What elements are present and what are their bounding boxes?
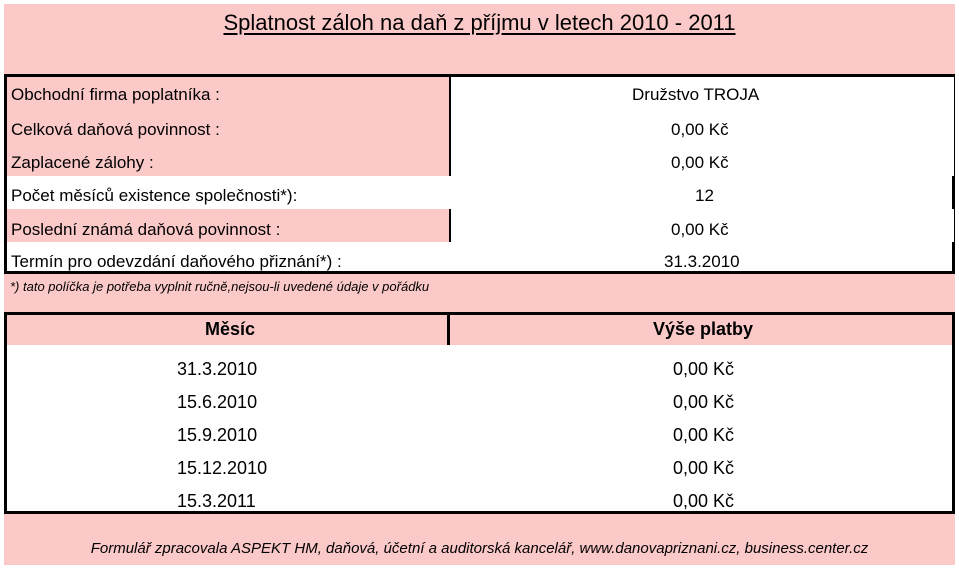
months-label: Počet měsíců existence společnosti*): bbox=[11, 186, 298, 205]
month-header: Měsíc bbox=[205, 319, 256, 339]
payment-amount: 0,00 Kč bbox=[673, 359, 735, 379]
footer-credit: Formulář zpracovala ASPEKT HM, daňová, účetní a auditorská kancelář, www.danovapriznani.cz, business.center.cz bbox=[90, 540, 869, 557]
last-liability-label: Poslední známá daňová povinnost : bbox=[11, 220, 281, 239]
paid-advances-value[interactable]: 0,00 Kč bbox=[671, 153, 729, 172]
payment-date: 15.3.2011 bbox=[177, 491, 256, 511]
firm-label: Obchodní firma poplatníka : bbox=[11, 85, 220, 104]
info-block bbox=[4, 74, 955, 274]
months-value[interactable]: 12 bbox=[695, 186, 714, 205]
last-liability-value[interactable]: 0,00 Kč bbox=[671, 220, 729, 239]
payment-row bbox=[7, 421, 952, 454]
payment-row bbox=[7, 454, 952, 487]
deadline-label: Termín pro odevzdání daňového přiznání*) : bbox=[11, 252, 342, 271]
payment-row bbox=[7, 388, 952, 421]
payment-amount: 0,00 Kč bbox=[673, 458, 735, 478]
payment-amount: 0,00 Kč bbox=[673, 425, 735, 445]
total-liability-value[interactable]: 0,00 Kč bbox=[671, 120, 729, 139]
payment-date: 15.6.2010 bbox=[177, 392, 258, 412]
page-title: Splatnost záloh na daň z příjmu v letech 2010 - 2011 bbox=[223, 10, 736, 35]
payment-schedule bbox=[4, 312, 955, 514]
payment-date: 15.12.2010 bbox=[177, 458, 268, 478]
column-divider bbox=[447, 315, 450, 345]
total-liability-label: Celková daňová povinnost : bbox=[11, 120, 220, 139]
deadline-value[interactable]: 31.3.2010 bbox=[664, 252, 740, 271]
manual-fill-note: *) tato políčka je potřeba vyplnit ručně,nejsou-li uvedené údaje v pořádku bbox=[10, 279, 430, 294]
amount-header: Výše platby bbox=[653, 319, 754, 339]
firm-value[interactable]: Družstvo TROJA bbox=[632, 85, 760, 104]
payment-date: 31.3.2010 bbox=[177, 359, 258, 379]
paid-advances-label: Zaplacené zálohy : bbox=[11, 153, 154, 172]
payment-amount: 0,00 Kč bbox=[673, 392, 735, 412]
payment-row bbox=[7, 355, 952, 388]
payment-amount: 0,00 Kč bbox=[673, 491, 735, 511]
payment-row bbox=[7, 487, 952, 520]
payment-date: 15.9.2010 bbox=[177, 425, 258, 445]
